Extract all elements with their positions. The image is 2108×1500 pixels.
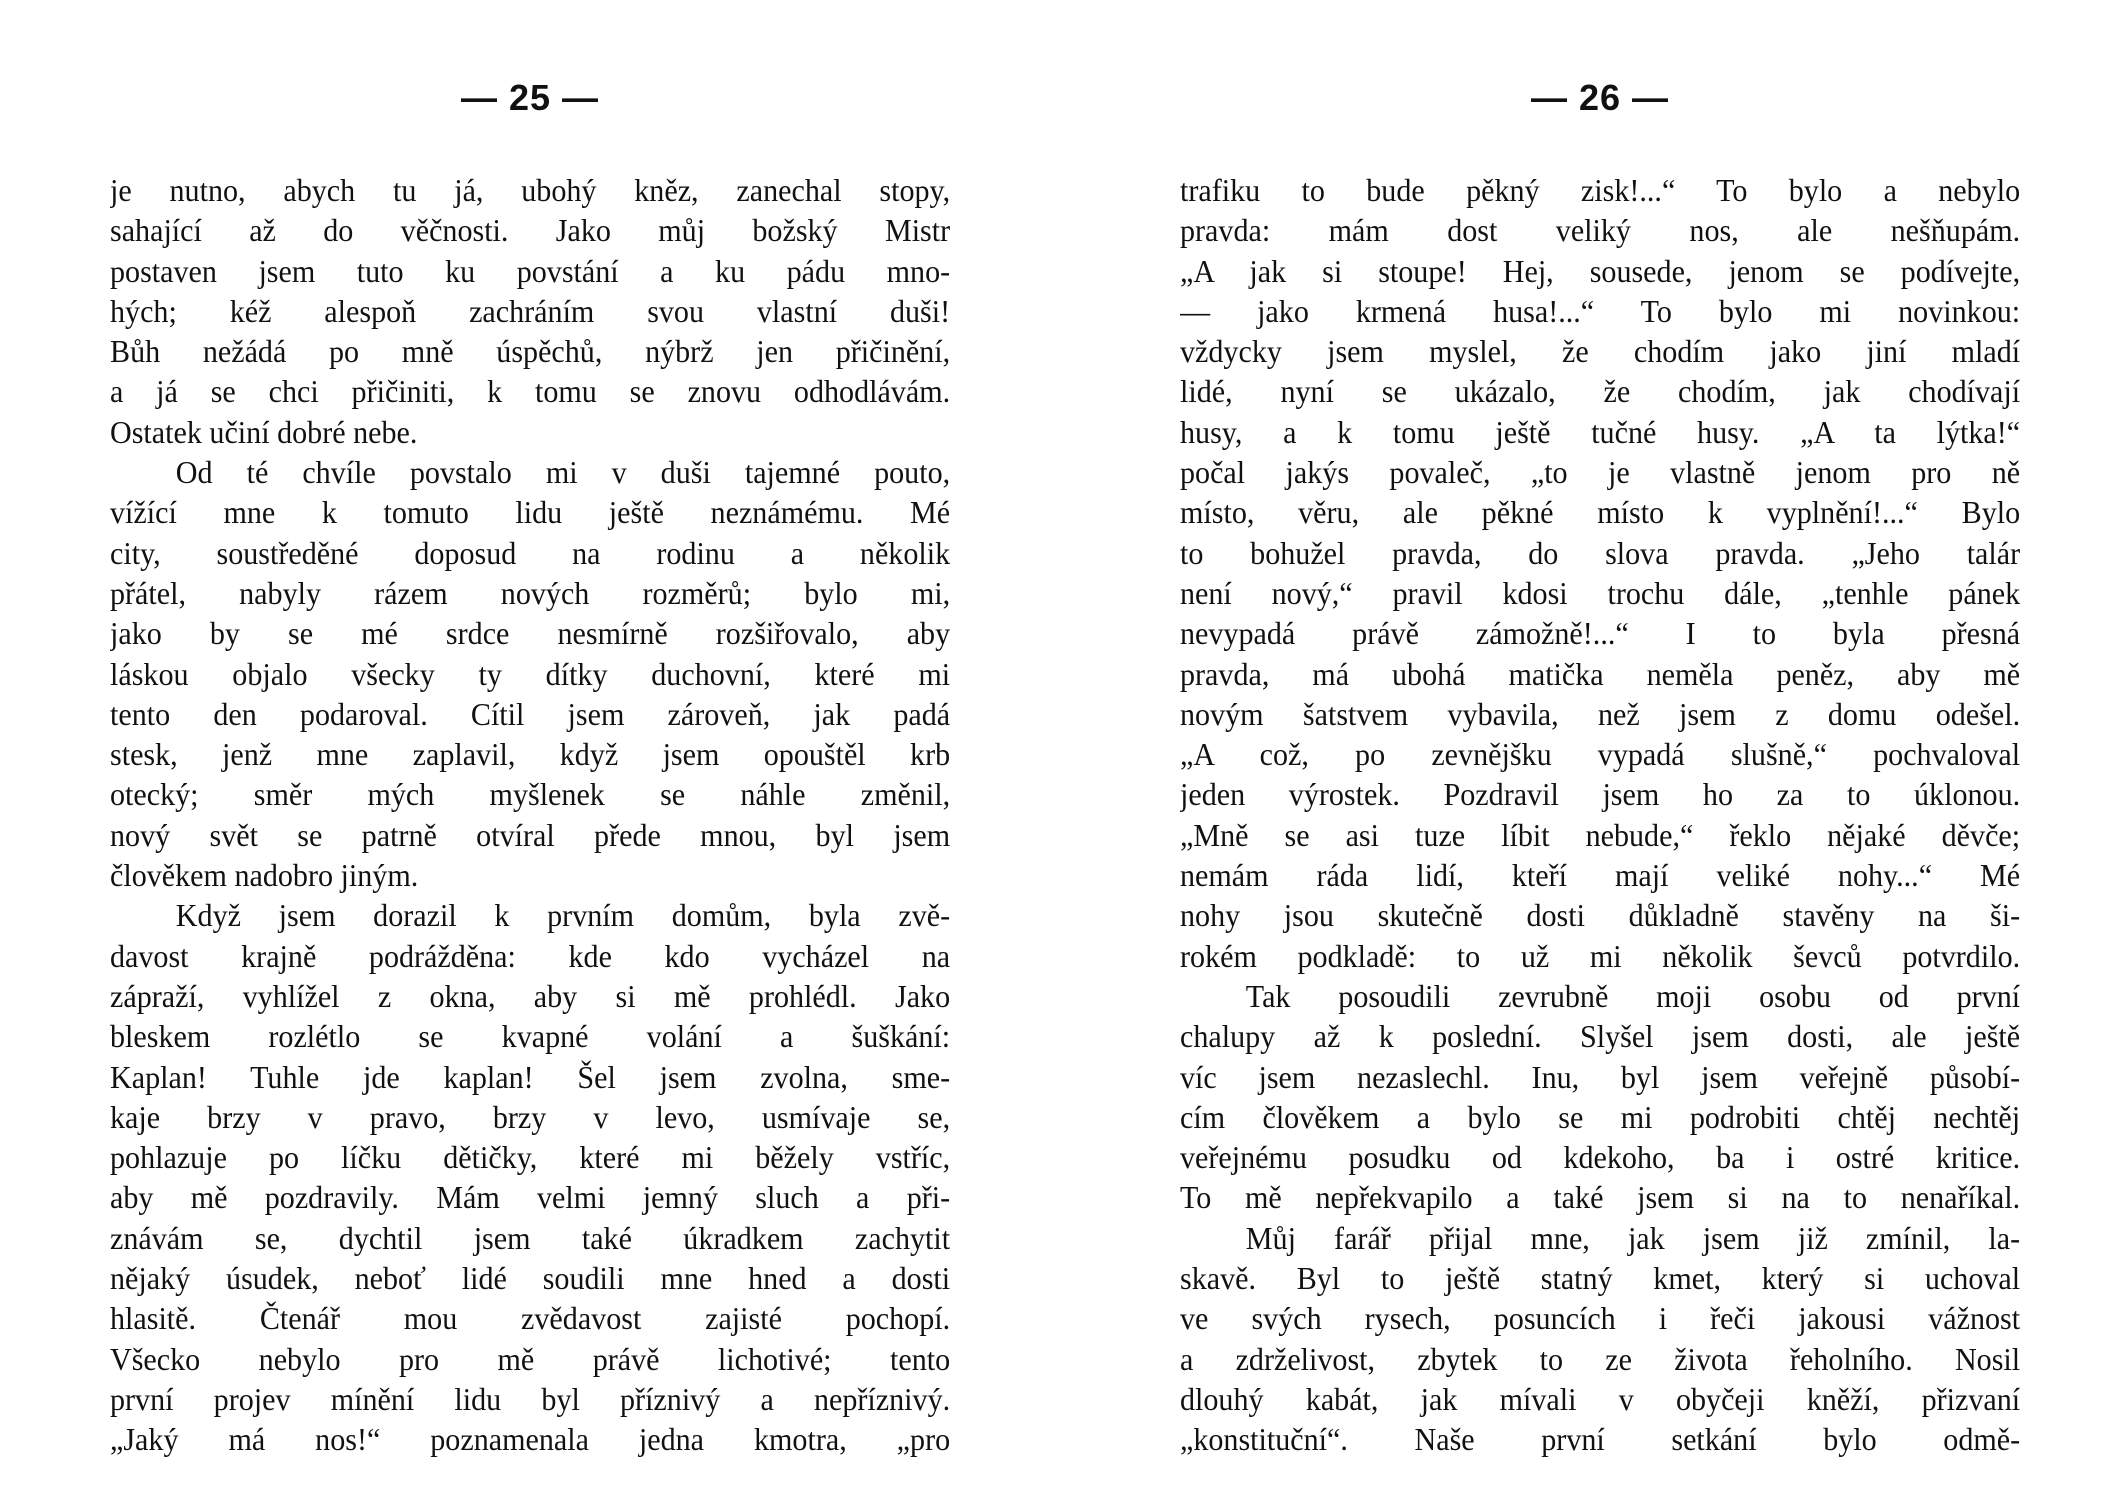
text-line: je nutno, abych tu já, ubohý kněz, zanechal stopy, xyxy=(110,172,951,208)
text-line: a zdrželivost, zbytek to ze života řeholního. Nosil xyxy=(1180,1340,2021,1377)
text-line: vždycky jsem myslel, že chodím jako jiní mladí xyxy=(1180,333,2021,370)
text-line: znávám se, dychtil jsem také úkradkem zachytit xyxy=(110,1219,951,1256)
text-line: počal jakýs povaleč, „to je vlastně jenom pro ně xyxy=(1180,454,2021,491)
text-line: první projev mínění lidu byl příznivý a nepříznivý. xyxy=(110,1380,951,1417)
text-line: Můj farář přijal mne, jak jsem již zmínil, la- xyxy=(1245,1219,2021,1256)
text-line: chalupy až k poslední. Slyšel jsem dosti, ale ještě xyxy=(1180,1018,2021,1055)
text-line: nějaký úsudek, neboť lidé soudili mne hned a dosti xyxy=(110,1260,951,1297)
text-line: Od té chvíle povstalo mi v duši tajemné pouto, xyxy=(175,454,951,491)
text-line: „Mně se asi tuze líbit nebude,“ řeklo nějaké děvče; xyxy=(1180,816,2021,853)
text-line: „A což, po zevnějšku vypadá slušně,“ pochvaloval xyxy=(1180,736,2021,773)
text-line: jeden výrostek. Pozdravil jsem ho za to úklonou. xyxy=(1180,776,2021,813)
text-line: aby mě pozdravily. Mám velmi jemný sluch a při- xyxy=(110,1179,951,1216)
text-line: pohlazuje po líčku dětičky, které mi běžely vstříc, xyxy=(110,1139,951,1176)
text-line: — jako krmená husa!...“ To bylo mi novinkou: xyxy=(1180,292,2021,329)
left-page-text xyxy=(110,170,950,1460)
text-line: „konstituční“. Naše první setkání bylo odmě- xyxy=(1180,1421,2021,1458)
text-line: otecký; směr mých myšlenek se náhle změnil, xyxy=(110,776,951,813)
text-line: pravda, má ubohá matička neměla peněz, aby mě xyxy=(1180,655,2021,692)
text-line: dlouhý kabát, jak mívali v obyčeji kněží, přizvaní xyxy=(1180,1380,2021,1417)
text-line: stesk, jenž mne zaplavil, když jsem opouštěl krb xyxy=(110,736,951,773)
text-line: cím člověkem a bylo se mi podrobiti chtěj nechtěj xyxy=(1180,1098,2021,1135)
text-line: nohy jsou skutečně dosti důkladně stavěny na ši- xyxy=(1180,897,2021,934)
text-line: hlasitě. Čtenář mou zvědavost zajisté pochopí. xyxy=(110,1300,951,1337)
text-line: ve svých rysech, posuncích i řeči jakousi vážnost xyxy=(1180,1300,2021,1337)
text-line: víc jsem nezaslechl. Inu, byl jsem veřejně působí- xyxy=(1180,1058,2021,1095)
text-line: nevypadá právě zámožně!...“ I to byla přesná xyxy=(1180,615,2021,652)
text-line: přátel, nabyly rázem nových rozměrů; bylo mi, xyxy=(110,574,951,611)
text-line: trafiku to bude pěkný zisk!...“ To bylo a nebylo xyxy=(1180,172,2021,208)
text-line: veřejnému posudku od kdekoho, ba i ostré kritice. xyxy=(1180,1139,2021,1176)
left-page-number: — 25 — xyxy=(460,77,600,118)
text-line: postaven jsem tuto ku povstání a ku pádu mno- xyxy=(110,252,951,289)
text-line: láskou objalo všecky ty dítky duchovní, které mi xyxy=(110,655,951,692)
text-line: novým šatstvem vybavila, než jsem z domu odešel. xyxy=(1180,695,2021,732)
text-line: zápraží, vyhlížel z okna, aby si mě prohlédl. Jako xyxy=(110,977,951,1014)
text-line: city, soustředěné doposud na rodinu a několik xyxy=(110,534,951,571)
text-line: Bůh nežádá po mně úspěchů, nýbrž jen přičinění, xyxy=(110,333,951,370)
text-line: kaje brzy v pravo, brzy v levo, usmívaje se, xyxy=(110,1098,951,1135)
text-line: hých; kéž alespoň zachráním svou vlastní duši! xyxy=(110,292,951,329)
text-line: místo, věru, ale pěkné místo k vyplnění!...“ Bylo xyxy=(1180,494,2021,531)
text-line: a já se chci přičiniti, k tomu se znovu odhodlávám. xyxy=(110,373,951,410)
text-line: pravda: mám dost veliký nos, ale nešňupám. xyxy=(1180,212,2021,249)
text-line: rokém podkladě: to už mi několik ševců potvrdilo. xyxy=(1180,937,2021,974)
text-line: vížící mne k tomuto lidu ještě neznámému. Mé xyxy=(110,494,951,531)
text-line: Všecko nebylo pro mě právě lichotivé; tento xyxy=(110,1340,951,1377)
text-line: nový svět se patrně otvíral přede mnou, byl jsem xyxy=(110,816,951,853)
text-line: skavě. Byl to ještě statný kmet, který si uchoval xyxy=(1180,1260,2021,1297)
text-line: jako by se mé srdce nesmírně rozšiřovalo, aby xyxy=(110,615,951,652)
text-line: Ostatek učiní dobré nebe. xyxy=(110,413,418,450)
text-line: lidé, nyní se ukázalo, že chodím, jak chodívají xyxy=(1180,373,2021,410)
text-line: sahající až do věčnosti. Jako můj božský Mistr xyxy=(110,212,951,249)
text-line: nemám ráda lidí, kteří mají veliké nohy...“ Mé xyxy=(1180,857,2021,894)
text-line: člověkem nadobro jiným. xyxy=(110,857,419,894)
text-line: To mě nepřekvapilo a také jsem si na to nenaříkal. xyxy=(1180,1179,2021,1216)
text-line: davost krajně podrážděna: kde kdo vycházel na xyxy=(110,937,951,974)
text-line: Tak posoudili zevrubně moji osobu od první xyxy=(1245,977,2021,1014)
right-page-text xyxy=(1180,170,2020,1460)
text-line: Když jsem dorazil k prvním domům, byla zvě- xyxy=(175,897,951,934)
text-line: Kaplan! Tuhle jde kaplan! Šel jsem zvolna, sme- xyxy=(110,1058,951,1095)
left-page xyxy=(110,0,950,1500)
text-line: není nový,“ pravil kdosi trochu dále, „tenhle pánek xyxy=(1180,574,2021,611)
text-line: tento den podaroval. Cítil jsem zároveň, jak padá xyxy=(110,695,951,732)
text-line: „A jak si stoupe! Hej, sousede, jenom se podívejte, xyxy=(1180,252,2021,289)
right-page-number: — 26 — xyxy=(1530,77,1670,118)
text-line: „Jaký má nos!“ poznamenala jedna kmotra, „pro xyxy=(110,1421,951,1458)
text-line: husy, a k tomu ještě tučné husy. „A ta lýtka!“ xyxy=(1180,413,2021,450)
text-line: to bohužel pravda, do slova pravda. „Jeho talár xyxy=(1180,534,2021,571)
text-line: bleskem rozlétlo se kvapné volání a šuškání: xyxy=(110,1018,951,1055)
right-page xyxy=(1180,0,2020,1500)
